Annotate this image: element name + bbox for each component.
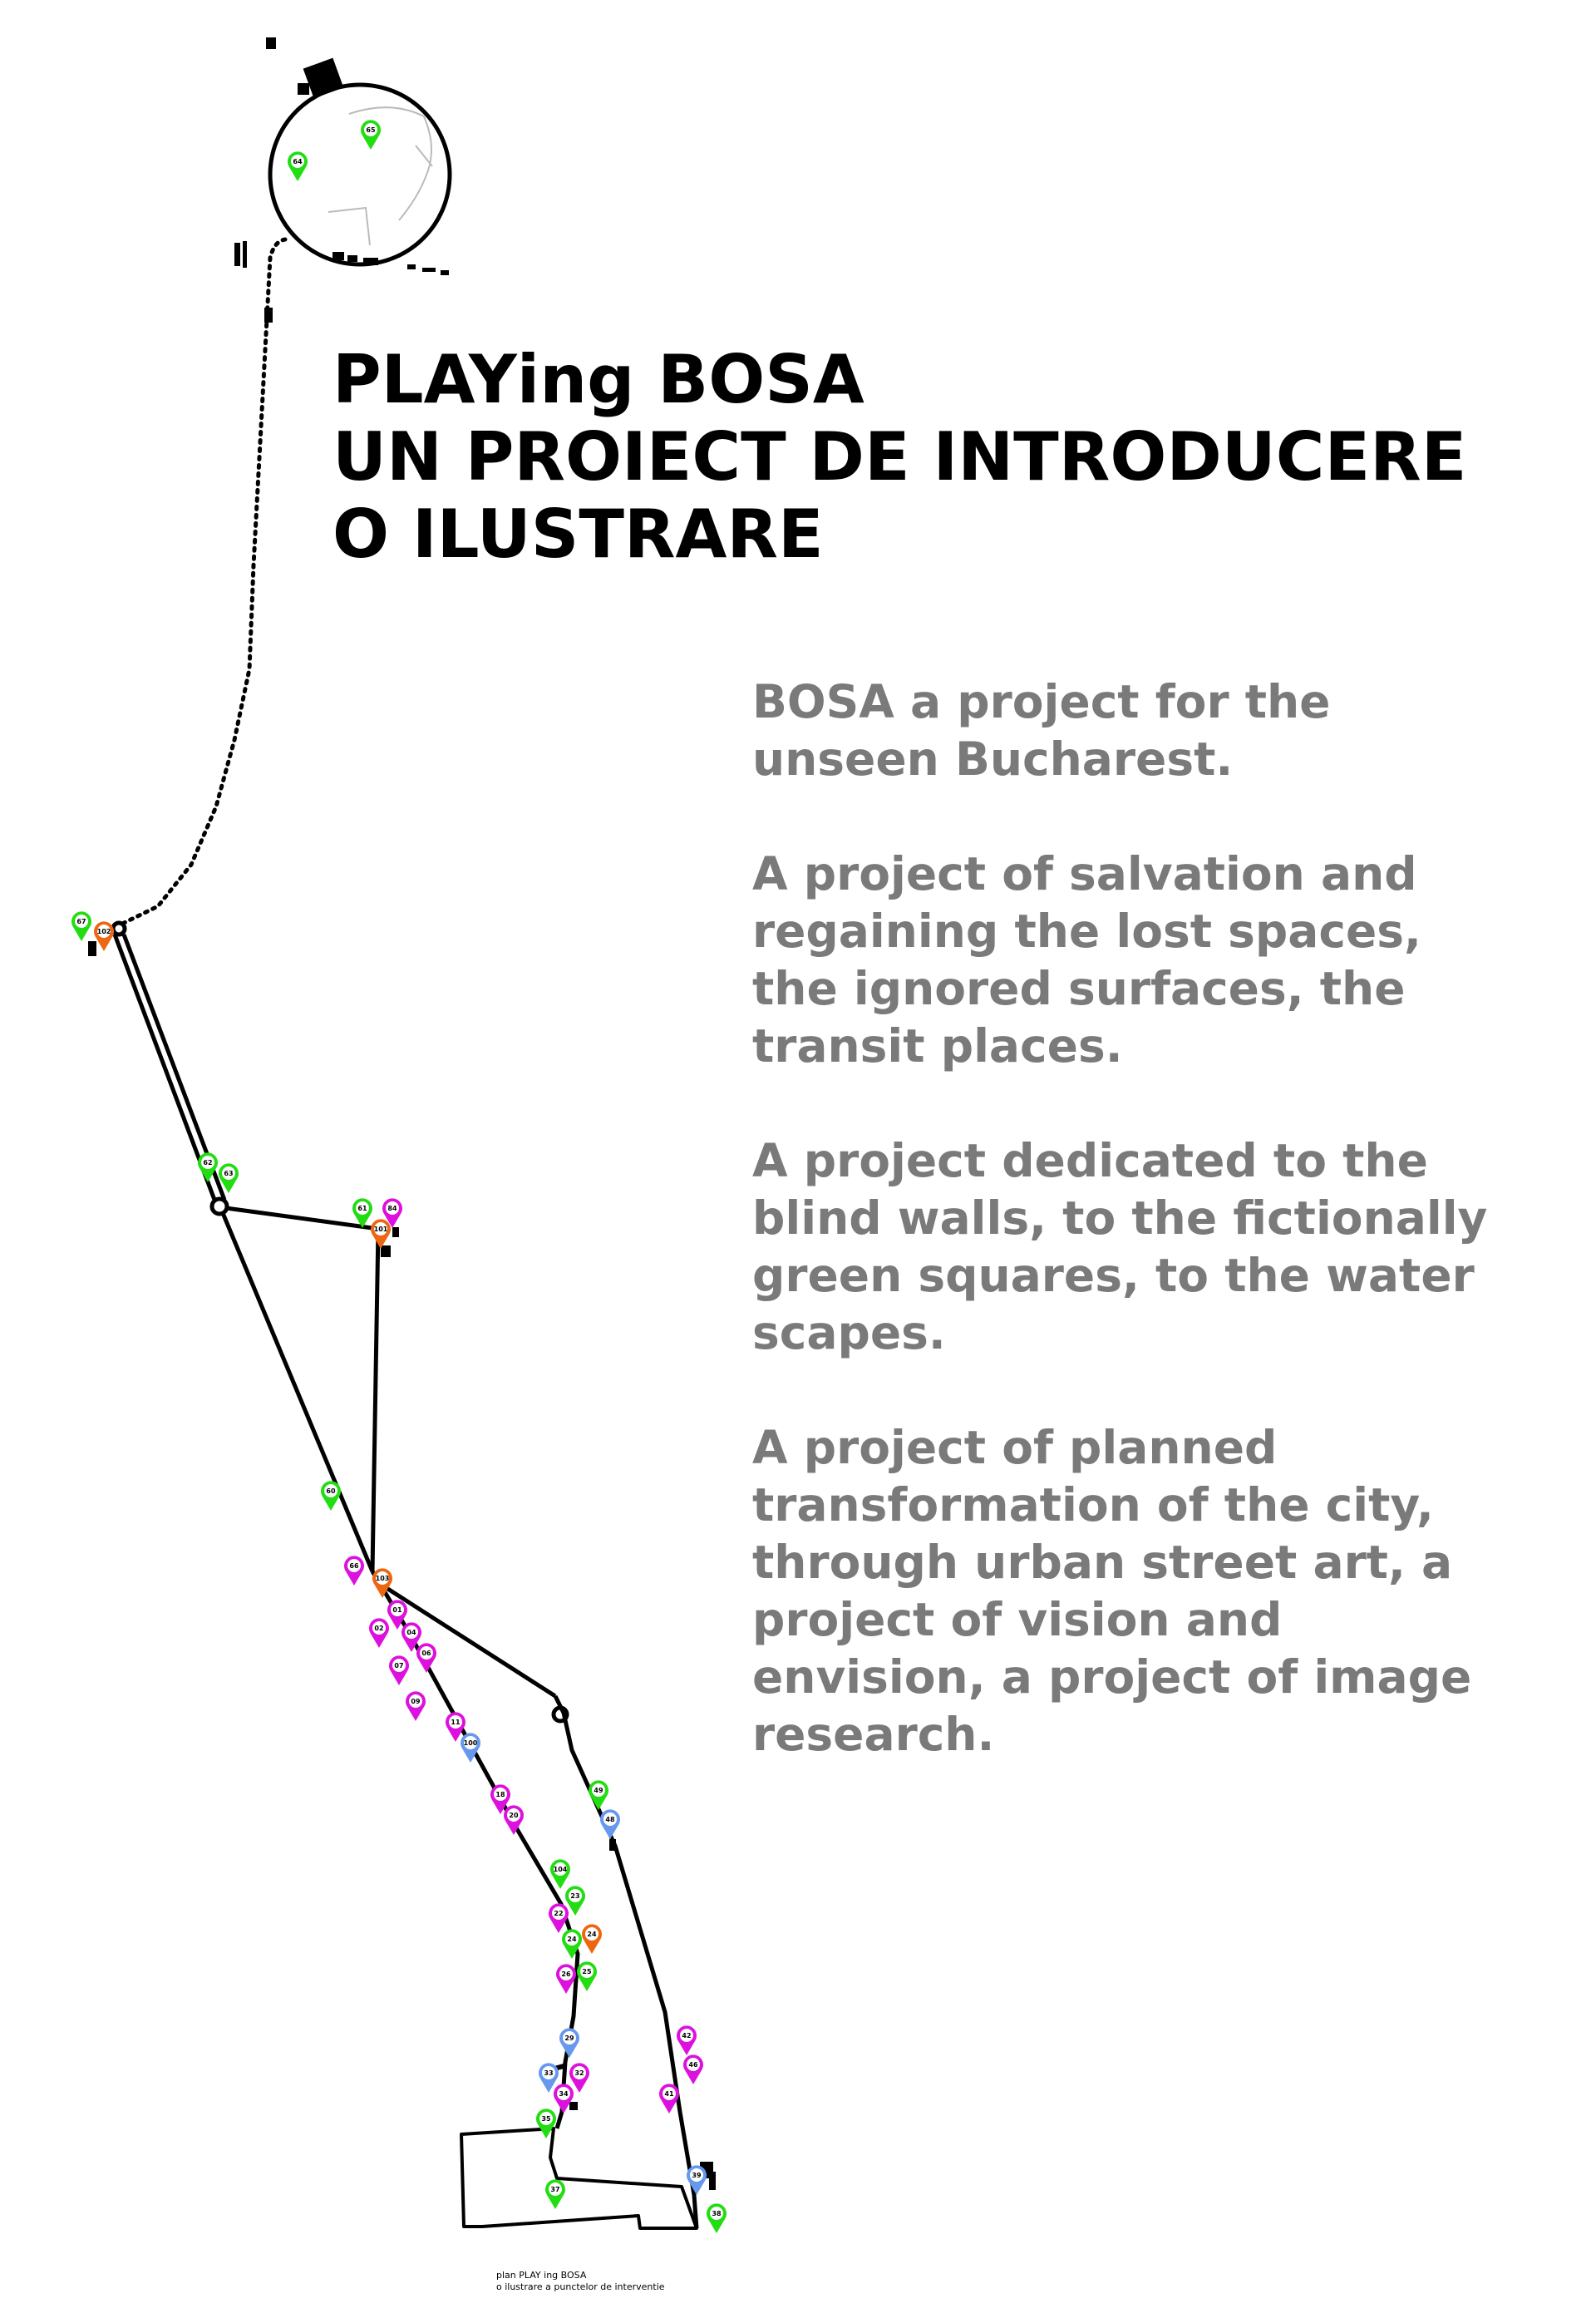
map-marker[interactable] — [406, 1691, 426, 1721]
description-line: green squares, to the water — [752, 1249, 1475, 1302]
description-line: the ignored surfaces, the — [752, 962, 1406, 1015]
description-paragraph-2 — [752, 846, 1584, 1075]
caption-line-2: o ilustrare a punctelor de interventie — [496, 2281, 665, 2292]
map-marker[interactable] — [288, 151, 308, 181]
title-line-3: O ILUSTRARE — [332, 496, 824, 573]
map-marker-label: 20 — [509, 1812, 519, 1819]
map-marker[interactable] — [545, 2179, 565, 2209]
description-line: transformation of the city, — [752, 1478, 1434, 1531]
map-marker-label: 29 — [564, 2034, 574, 2042]
map-marker-label: 64 — [293, 158, 303, 165]
map-marker-label: 04 — [406, 1629, 416, 1636]
map-marker[interactable] — [369, 1618, 389, 1648]
map-marker-label: 25 — [582, 1968, 592, 1975]
map-marker[interactable] — [549, 1903, 569, 1933]
map-marker-label: 102 — [96, 928, 111, 935]
title-line-1: PLAYing BOSA — [332, 341, 864, 418]
map-marker[interactable] — [361, 120, 381, 150]
caption-line-1: plan PLAY ing BOSA — [496, 2270, 587, 2281]
map-marker-label: 42 — [682, 2032, 692, 2039]
description-paragraph-1 — [752, 673, 1584, 788]
map-marker[interactable] — [677, 2025, 697, 2055]
title-line-2: UN PROIECT DE INTRODUCERE — [332, 418, 1467, 496]
map-marker-label: 84 — [387, 1205, 397, 1212]
description-line: A project of salvation and — [752, 847, 1417, 900]
map-marker[interactable] — [582, 1924, 602, 1954]
map-marker-label: 62 — [203, 1159, 213, 1166]
description-line: scapes. — [752, 1306, 946, 1359]
description-paragraph-3 — [752, 1132, 1584, 1362]
map-marker-label: 35 — [541, 2115, 551, 2123]
map-marker[interactable] — [71, 911, 91, 941]
map-marker-label: 66 — [349, 1562, 359, 1570]
map-marker-label: 103 — [375, 1575, 390, 1582]
description-line: through urban street art, a — [752, 1536, 1453, 1589]
map-marker-label: 39 — [692, 2172, 702, 2179]
map-marker[interactable] — [577, 1961, 597, 1991]
map-marker[interactable] — [321, 1481, 341, 1511]
map-marker-label: 02 — [374, 1625, 384, 1632]
map-marker[interactable] — [94, 921, 114, 951]
description-line: regaining the lost spaces, — [752, 905, 1421, 958]
map-marker-label: 100 — [463, 1739, 478, 1747]
map-marker-label: 48 — [605, 1816, 615, 1823]
map-marker-label: 67 — [76, 918, 86, 925]
description-paragraph-4 — [752, 1419, 1584, 1763]
map-marker-label: 101 — [373, 1226, 388, 1233]
map-marker-label: 01 — [392, 1606, 402, 1614]
page-title — [332, 341, 1466, 573]
map-marker-label: 24 — [567, 1936, 577, 1943]
route-lines — [113, 923, 697, 2228]
description-line: BOSA a project for the — [752, 675, 1331, 728]
description — [752, 673, 1584, 1821]
map-marker-label: 38 — [712, 2210, 722, 2217]
map-marker[interactable] — [416, 1643, 436, 1673]
description-line: project of vision and — [752, 1593, 1283, 1646]
map-marker-label: 46 — [688, 2061, 698, 2069]
map-marker-label: 23 — [570, 1892, 580, 1900]
map-marker[interactable] — [559, 2028, 579, 2058]
map-marker-label: 104 — [553, 1866, 568, 1873]
map-marker-label: 07 — [394, 1662, 404, 1670]
map-marker-label: 09 — [411, 1698, 421, 1705]
map-marker-label: 61 — [357, 1205, 367, 1212]
description-line: A project of planned — [752, 1421, 1278, 1474]
map-marker-label: 41 — [664, 2090, 674, 2098]
map-marker-label: 26 — [561, 1970, 571, 1978]
map-marker[interactable] — [707, 2203, 727, 2233]
map-marker-label: 22 — [554, 1910, 564, 1917]
map-marker[interactable] — [344, 1556, 364, 1586]
map-marker-label: 33 — [544, 2069, 554, 2077]
description-line: envision, a project of image — [752, 1650, 1472, 1704]
map-marker-label: 65 — [366, 126, 376, 134]
map-marker-label: 11 — [451, 1719, 461, 1726]
map-marker[interactable] — [683, 2054, 703, 2084]
map-marker-label: 49 — [594, 1787, 603, 1794]
dotted-path — [121, 239, 285, 925]
description-line: unseen Bucharest. — [752, 732, 1234, 786]
description-line: transit places. — [752, 1019, 1123, 1073]
map-marker[interactable] — [569, 2063, 589, 2093]
map-marker-label: 18 — [495, 1791, 505, 1798]
map-marker[interactable] — [504, 1805, 524, 1835]
map-marker-label: 06 — [421, 1650, 431, 1657]
map-marker[interactable] — [352, 1198, 372, 1228]
map-marker[interactable] — [372, 1568, 392, 1598]
map-marker-label: 37 — [550, 2186, 560, 2193]
map-marker[interactable] — [589, 1780, 608, 1810]
map-marker[interactable] — [389, 1655, 409, 1685]
map-marker-label: 32 — [574, 2069, 584, 2077]
map-marker-label: 60 — [326, 1487, 336, 1495]
description-line: research. — [752, 1708, 995, 1761]
site-polygon — [461, 2128, 697, 2228]
description-line: blind walls, to the fictionally — [752, 1191, 1488, 1245]
map-marker[interactable] — [556, 1964, 576, 1994]
map-marker-label: 24 — [587, 1931, 597, 1938]
description-line: A project dedicated to the — [752, 1134, 1428, 1187]
map-marker[interactable] — [600, 1809, 620, 1839]
map-caption — [496, 2270, 665, 2293]
map-marker[interactable] — [687, 2165, 707, 2195]
map-marker[interactable] — [371, 1219, 391, 1249]
map-marker[interactable] — [659, 2084, 679, 2113]
map-marker-label: 34 — [559, 2090, 569, 2098]
map-marker-label: 63 — [224, 1170, 234, 1177]
map-marker[interactable] — [550, 1859, 570, 1889]
